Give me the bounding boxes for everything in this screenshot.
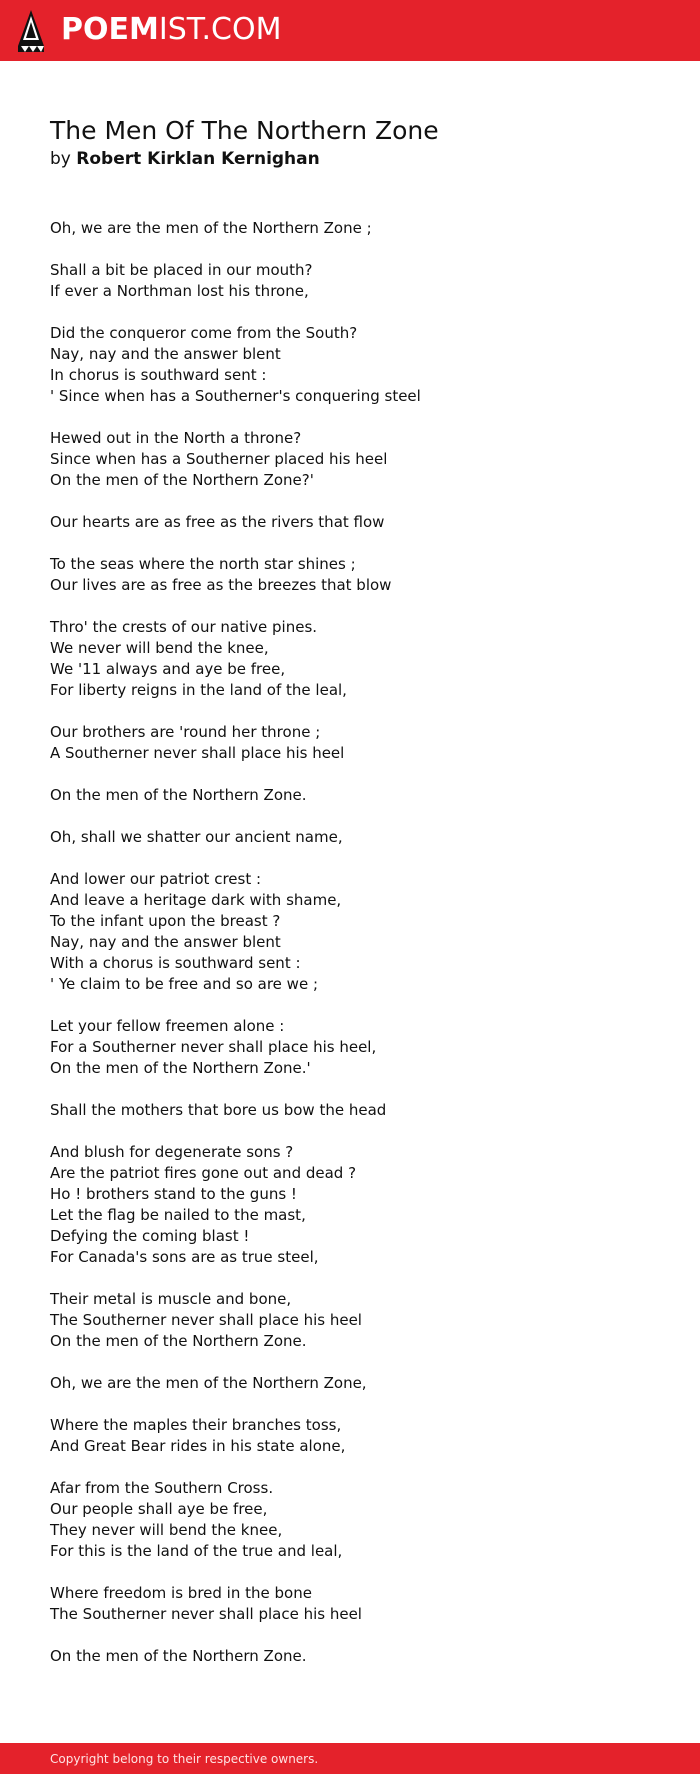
stanza bbox=[50, 1415, 650, 1457]
poem-line: Let the flag be nailed to the mast, bbox=[50, 1206, 306, 1224]
stanza bbox=[50, 785, 650, 806]
poem-line: To the seas where the north star shines ; bbox=[50, 555, 356, 573]
poem-line: Ho ! brothers stand to the guns ! bbox=[50, 1185, 297, 1203]
poem-title: The Men Of The Northern Zone bbox=[50, 116, 439, 145]
poem-line: Thro' the crests of our native pines. bbox=[50, 618, 318, 636]
stanza bbox=[50, 218, 650, 239]
poem-line: If ever a Northman lost his throne, bbox=[50, 282, 309, 300]
poem-line: Shall a bit be placed in our mouth? bbox=[50, 261, 313, 279]
copyright-notice: Copyright belong to their respective owners. bbox=[50, 1752, 319, 1766]
stanza bbox=[50, 1289, 650, 1352]
poem-line: ' Since when has a Southerner's conquering steel bbox=[50, 387, 421, 405]
poem-line: For this is the land of the true and leal, bbox=[50, 1542, 343, 1560]
poem-line: On the men of the Northern Zone. bbox=[50, 1647, 307, 1665]
stanza bbox=[50, 722, 650, 764]
poem-line: On the men of the Northern Zone?' bbox=[50, 471, 314, 489]
stanza bbox=[50, 869, 650, 995]
stanza bbox=[50, 617, 650, 701]
site-footer bbox=[0, 1743, 700, 1774]
stanza bbox=[50, 1142, 650, 1268]
stanza bbox=[50, 1478, 650, 1562]
poem-line: Let your fellow freemen alone : bbox=[50, 1017, 285, 1035]
poem-line: On the men of the Northern Zone.' bbox=[50, 1059, 311, 1077]
poem-line: And lower our patriot crest : bbox=[50, 870, 262, 888]
byline bbox=[50, 146, 320, 172]
pen-nib-icon[interactable] bbox=[18, 10, 44, 52]
by-label: by bbox=[50, 149, 71, 169]
stanza bbox=[50, 1016, 650, 1079]
poem-line: Our brothers are 'round her throne ; bbox=[50, 723, 321, 741]
stanza bbox=[50, 323, 650, 407]
poem-line: And Great Bear rides in his state alone, bbox=[50, 1437, 346, 1455]
poem-line: Our lives are as free as the breezes that blow bbox=[50, 576, 392, 594]
poem-line: Did the conqueror come from the South? bbox=[50, 324, 358, 342]
author-name: Robert Kirklan Kernighan bbox=[76, 149, 320, 169]
poem-line: For a Southerner never shall place his heel, bbox=[50, 1038, 377, 1056]
poem-line: Afar from the Southern Cross. bbox=[50, 1479, 274, 1497]
poem-line: Are the patriot fires gone out and dead ? bbox=[50, 1164, 357, 1182]
poem-line: In chorus is southward sent : bbox=[50, 366, 267, 384]
poem-line: And leave a heritage dark with shame, bbox=[50, 891, 342, 909]
poem-line: Nay, nay and the answer blent bbox=[50, 933, 281, 951]
poem-line: Nay, nay and the answer blent bbox=[50, 345, 281, 363]
poem-line: They never will bend the knee, bbox=[50, 1521, 283, 1539]
poem-line: With a chorus is southward sent : bbox=[50, 954, 301, 972]
stanza bbox=[50, 554, 650, 596]
poem-line: We never will bend the knee, bbox=[50, 639, 269, 657]
poem-line: ' Ye claim to be free and so are we ; bbox=[50, 975, 318, 993]
poem-line: Defying the coming blast ! bbox=[50, 1227, 250, 1245]
stanza bbox=[50, 512, 650, 533]
stanza bbox=[50, 428, 650, 491]
stanza bbox=[50, 827, 650, 848]
poem-line: Hewed out in the North a throne? bbox=[50, 429, 302, 447]
site-header bbox=[0, 0, 700, 61]
poem-line: Their metal is muscle and bone, bbox=[50, 1290, 292, 1308]
poem-line: Oh, we are the men of the Northern Zone ; bbox=[50, 219, 372, 237]
poem-line: For Canada's sons are as true steel, bbox=[50, 1248, 319, 1266]
poem-line: Oh, shall we shatter our ancient name, bbox=[50, 828, 343, 846]
poem-line: On the men of the Northern Zone. bbox=[50, 786, 307, 804]
stanza bbox=[50, 260, 650, 302]
poem-line: Where freedom is bred in the bone bbox=[50, 1584, 312, 1602]
poem-line: Since when has a Southerner placed his heel bbox=[50, 450, 388, 468]
stanza bbox=[50, 1373, 650, 1394]
stanza bbox=[50, 1583, 650, 1625]
stanza bbox=[50, 1100, 650, 1121]
site-logo[interactable] bbox=[61, 10, 281, 50]
poem-line: Oh, we are the men of the Northern Zone, bbox=[50, 1374, 367, 1392]
poem-line: On the men of the Northern Zone. bbox=[50, 1332, 307, 1350]
logo-light-text: IST.COM bbox=[158, 12, 282, 47]
logo-bold-text: POEM bbox=[61, 12, 159, 47]
poem-line: Shall the mothers that bore us bow the head bbox=[50, 1101, 387, 1119]
poem-line: We '11 always and aye be free, bbox=[50, 660, 286, 678]
poem-line: Our people shall aye be free, bbox=[50, 1500, 268, 1518]
poem-line: Our hearts are as free as the rivers that flow bbox=[50, 513, 385, 531]
poem-line: The Southerner never shall place his heel bbox=[50, 1311, 362, 1329]
stanza bbox=[50, 1646, 650, 1667]
poem-line: And blush for degenerate sons ? bbox=[50, 1143, 294, 1161]
poem-line: Where the maples their branches toss, bbox=[50, 1416, 342, 1434]
poem-line: The Southerner never shall place his heel bbox=[50, 1605, 362, 1623]
poem-body bbox=[50, 218, 650, 1688]
poem-line: To the infant upon the breast ? bbox=[50, 912, 281, 930]
poem-line: For liberty reigns in the land of the leal, bbox=[50, 681, 347, 699]
poem-line: A Southerner never shall place his heel bbox=[50, 744, 345, 762]
